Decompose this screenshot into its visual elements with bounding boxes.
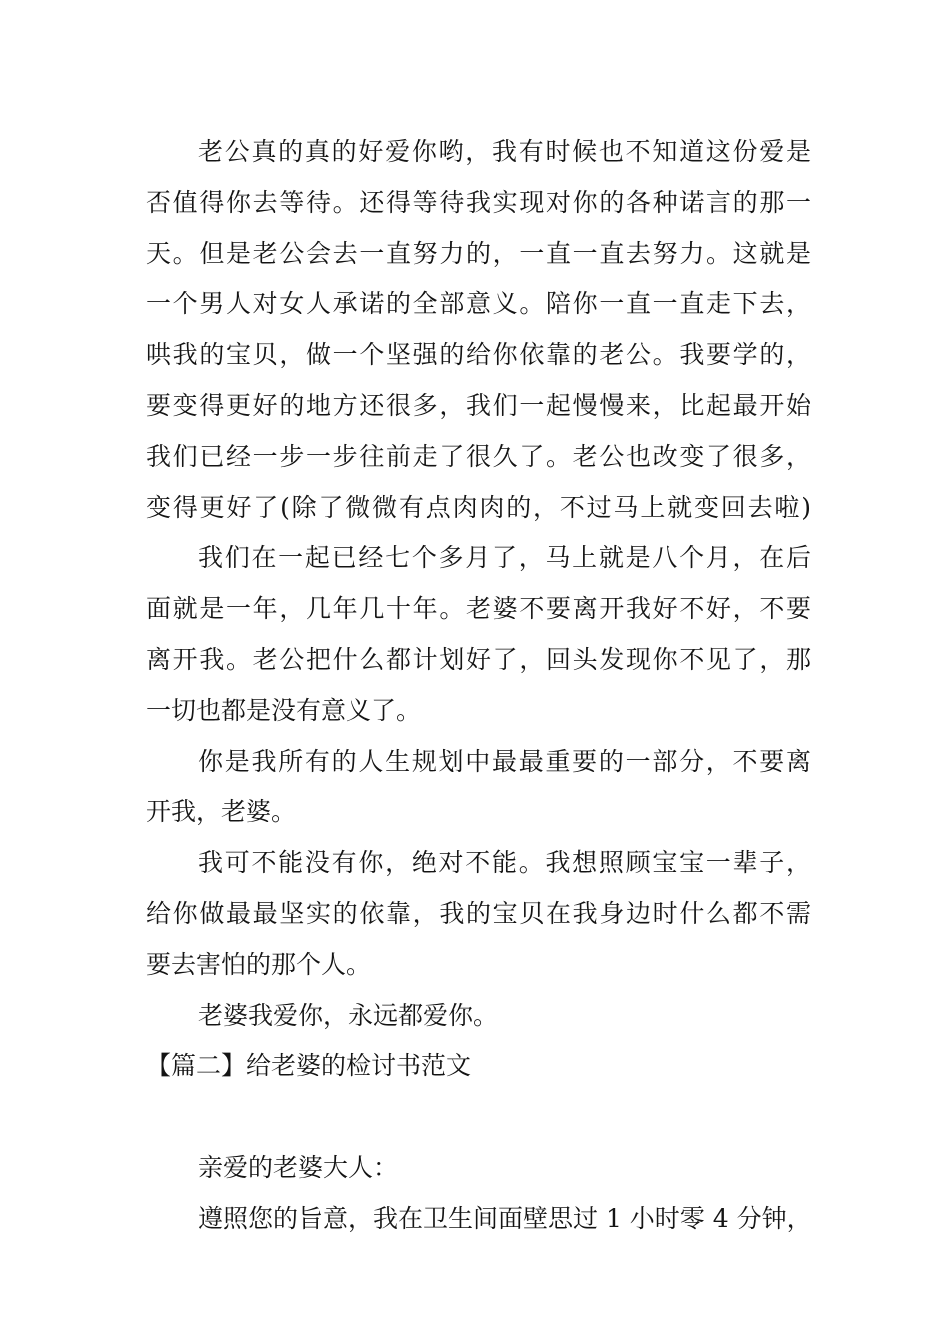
text-line: 天。但是老公会去一直努力的，一直一直去努力。这就是 (146, 238, 811, 268)
text-line: 我们已经一步一步往前走了很久了。老公也改变了很多， (146, 441, 811, 471)
paragraph (146, 737, 811, 839)
letter-salutation: 亲爱的老婆大人： (198, 1152, 399, 1182)
paragraph (146, 533, 811, 736)
text-line: 给你做最最坚实的依靠，我的宝贝在我身边时什么都不需 (146, 898, 811, 928)
text-line: 否值得你去等待。还得等待我实现对你的各种诺言的那一 (146, 187, 811, 217)
text-line: 老婆我爱你，永远都爱你。 (198, 1000, 499, 1030)
text-line: 要去害怕的那个人。 (146, 949, 372, 979)
text-line: 一个男人对女人承诺的全部意义。陪你一直一直走下去， (146, 289, 811, 319)
blank-line (146, 1092, 811, 1143)
text-line: 离开我。老公把什么都计划好了，回头发现你不见了，那 (146, 644, 811, 674)
text-line: 哄我的宝贝，做一个坚强的给你依靠的老公。我要学的， (146, 340, 811, 370)
text-line: 我们在一起已经七个多月了，马上就是八个月，在后 (198, 543, 811, 573)
text-line: 你是我所有的人生规划中最最重要的一部分，不要离 (198, 746, 811, 776)
text-line: 遵照您的旨意，我在卫生间面壁思过 1 小时零 4 分钟， (198, 1203, 812, 1233)
letter (146, 1143, 811, 1245)
text-line: 我可不能没有你，绝对不能。我想照顾宝宝一辈子， (198, 848, 811, 878)
paragraph (146, 127, 811, 533)
section-heading: 【篇二】给老婆的检讨书范文 (146, 1051, 472, 1081)
text-line: 开我，老婆。 (146, 797, 297, 827)
text-line: 一切也都是没有意义了。 (146, 695, 422, 725)
text-line: 老公真的真的好爱你哟，我有时候也不知道这份爱是 (198, 137, 811, 166)
text-line: 面就是一年，几年几十年。老婆不要离开我好不好，不要 (146, 594, 811, 624)
text-line: 变得更好了(除了微微有点肉肉的，不过马上就变回去啦) (146, 492, 811, 522)
document-body (146, 127, 811, 1245)
paragraph (146, 991, 811, 1042)
text-line: 要变得更好的地方还很多，我们一起慢慢来，比起最开始 (146, 390, 811, 420)
paragraph (146, 838, 811, 990)
